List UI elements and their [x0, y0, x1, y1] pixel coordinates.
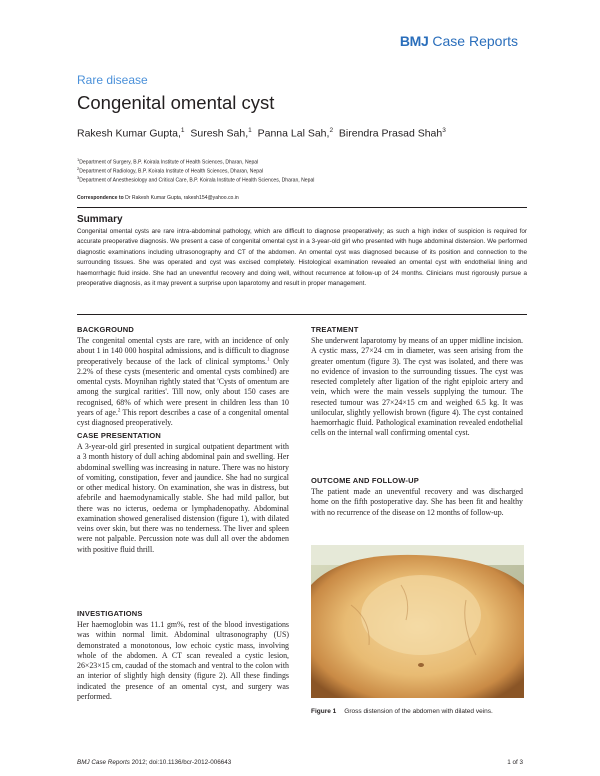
correspondence-text: Dr Rakesh Kumar Gupta, rakesh154@yahoo.co.in [125, 195, 239, 201]
journal-brand: BMJ [399, 33, 429, 49]
author-name: Rakesh Kumar Gupta, [77, 127, 181, 140]
journal-name: Case Reports [432, 33, 518, 49]
divider [77, 314, 527, 315]
outcome-text: The patient made an uneventful recovery and was discharged home on the fifth postoperative day. She has been fit and healthy with no recurrence of the disease on 12 months of follow-up. [311, 487, 523, 517]
section-heading-treatment: TREATMENT [311, 325, 359, 334]
page-number: 1 of 3 [507, 759, 523, 766]
journal-masthead [400, 33, 518, 49]
citation-ref: 2 [117, 408, 121, 414]
citation-footer: BMJ Case Reports 2012; doi:10.1136/bcr-2012-006643 [77, 759, 232, 766]
figure-caption-text: Gross distension of the abdomen with dilated veins. [344, 708, 493, 715]
author-affil-ref: 1 [248, 127, 252, 134]
section-heading-case-presentation: CASE PRESENTATION [77, 431, 161, 440]
article-title: Congenital omental cyst [77, 92, 275, 113]
summary-text: Congenital omental cysts are rare intra-abdominal pathology, which are difficult to diagnose preoperatively; as such a high index of suspicion is required for accurate preoperative diagnosis. We present a case of congenital omental cyst in a 3-year-old girl who presented with huge abdominal distension. We performed diagnostic examinations including ultrasonography and CT of the abdomen. An omental cyst was diagnosed because of its position and connection to the surrounding tissues. She was operated and cyst was excised completely. Histological examination revealed an omental cyst with endothelial lining and haemorrhagic fluid inside. She had an uneventful recovery and doing well, without recurrence at follow-up of 24 months. Clinicians must rigorously pursue a preoperative diagnosis, as it may prevent a surprise upon laparotomy and result in proper management. [77, 228, 527, 288]
affiliation: $^3$Department of Anesthesiology and Critical Care, B.P. Koirala Institute of Health Sciences, Dharan, Nepal [77, 175, 315, 184]
background-text: The congenital omental cysts are rare, with an incidence of only about 1 in 140 000 hospital admissions, and is difficult to diagnose preoperatively because of the lack of clinical symptoms.$^1$ Only 2.2% of these cysts (mesenteric and omental cysts combined) are omental cysts. Moynihan rightly stated that 'Cysts of omentum are among the surgical rarities'. Till now, only about 150 cases are recognised, 68% of which were present in children less than 10 years of age.$^2$ This report describes a case of a congenital omental cyst diagnosed preoperatively. [77, 336, 289, 427]
article-section-type: Rare disease [77, 73, 148, 87]
section-heading-outcome: OUTCOME AND FOLLOW-UP [311, 476, 419, 485]
author-affil-ref: 1 [180, 127, 185, 134]
figure-1-caption [311, 708, 493, 715]
affiliation: $^2$Department of Radiology, B.P. Koirala Institute of Health Sciences, Dharan, Nepal [77, 166, 264, 175]
correspondence-label: Correspondence to [77, 195, 124, 201]
author-affil-ref: 2 [329, 127, 334, 134]
author-name: Birendra Prasad Shah [338, 127, 443, 140]
abdomen-photo-illustration [311, 545, 524, 698]
section-heading-investigations: INVESTIGATIONS [77, 609, 143, 618]
author-name: Suresh Sah, [190, 127, 249, 140]
treatment-text: She underwent laparotomy by means of an upper midline incision. A cystic mass, 27×24 cm in diameter, was seen arising from the greater omentum (figure 3). The cyst was isolated, and there was no evidence of invasion to the surrounding tissues. The cyst was resected completely after ligation of the right epiploic artery and vein, which were the main vessels supplying the tumour. The resected tumour was 27×24×15 cm and weighed 6.5 kg. It was unilocular, slightly yellowish brown (figure 4). The cyst contained haemorrhagic fluid. Pathological examination revealed endothelial cells on the internal wall confirming omental cyst. [311, 336, 523, 438]
figure-1-photo [311, 545, 524, 698]
author-affil-ref: 3 [442, 127, 446, 134]
citation-ref: 1 [267, 356, 270, 362]
investigations-text: Her haemoglobin was 11.1 gm%, rest of the blood investigations was within normal limit. Abdominal ultrasonography (US) demonstrated a monotonous, low echoic cystic mass, involving whole of the abdomen. A CT scan revealed a cystic lesion, 26×23×15 cm, caudad of the stomach and ventral to the colon with an interior of slightly high density (figure 2). All these findings indicated the presence of an omental cyst, and surgery was performed. [77, 620, 289, 701]
section-heading-background: BACKGROUND [77, 325, 134, 334]
figure-label: Figure 1 [311, 708, 337, 715]
author-list [77, 127, 446, 140]
case-presentation-text: A 3-year-old girl presented in surgical outpatient department with a 3 month history of dull aching abdominal pain and swelling. Her abdominal swelling was increasing in nature. There was no history of vomiting, constipation, fever and jaundice. She had no surgical or other medical history. On examination, she was in distress, but afebrile and haemodynamically stable. She had mild pallor, but there was no icterus, oedema or lymphadenopathy. Abdominal examination showed generalised distension (figure 1), with dilated veins over skin, but there was no tenderness. The liver and spleen were not palpable. Percussion note was dull all over the abdomen with positive fluid thrill. [77, 442, 289, 554]
correspondence [77, 195, 239, 201]
author-name: Panna Lal Sah, [257, 127, 330, 140]
affiliation: $^1$Department of Surgery, B.P. Koirala Institute of Health Sciences, Dharan, Nepal [77, 157, 259, 166]
divider [77, 207, 527, 208]
summary-heading: Summary [77, 214, 123, 225]
